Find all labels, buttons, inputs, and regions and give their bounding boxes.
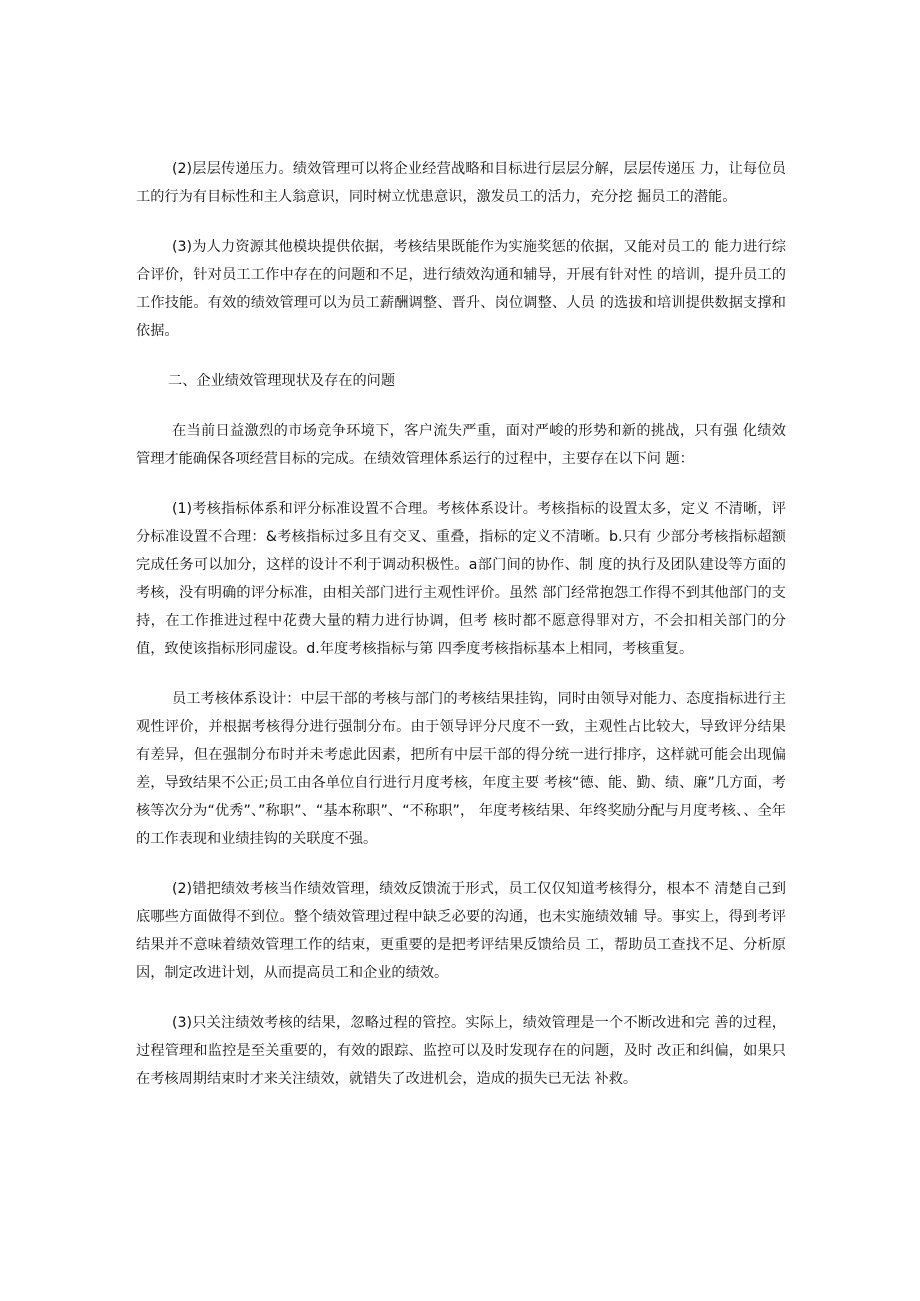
paragraph-context: 在当前日益激烈的市场竞争环境下，客户流失严重，面对严峻的形势和新的挑战，只有强 化绩效管理才能确保各项经营目标的完成。在绩效管理体系运行的过程中，主要存在以下问 题：	[136, 423, 786, 467]
paragraph-gap	[136, 853, 786, 875]
paragraph-hr-basis: (3)为人力资源其他模块提供依据，考核结果既能作为实施奖惩的依据，又能对员工的 能力进行综合评价，针对员工工作中存在的问题和不足，进行绩效沟通和辅导，开展有针对性 的培训，提升员工的工作技能。有效的绩效管理可以为员工薪酬调整、晋升、岗位调整、人员 的选拔和培训提供数据支撑和依据。	[136, 239, 786, 339]
paragraph-feedback-problem: (2)错把绩效考核当作绩效管理，绩效反馈流于形式，员工仅仅知道考核得分，根本不 清楚自己到底哪些方面做得不到位。整个绩效管理过程中缺乏必要的沟通，也未实施绩效辅 导。事实上，得到考评结果并不意味着绩效管理工作的结束，更重要的是把考评结果反馈给员 工，帮助员工查找不足、分析原因，制定改进计划，从而提高员工和企业的绩效。	[136, 881, 786, 981]
paragraph-gap	[136, 345, 786, 367]
paragraph-gap	[136, 473, 786, 495]
paragraph-gap	[136, 395, 786, 417]
section-heading: 二、企业绩效管理现状及存在的问题	[168, 373, 396, 389]
paragraph-gap	[136, 663, 786, 685]
paragraph-process-control: (3)只关注绩效考核的结果，忽略过程的管控。实际上，绩效管理是一个不断改进和完 善的过程，过程管理和监控是至关重要的，有效的跟踪、监控可以及时发现存在的问题，及时 改正和纠偏，如果只在考核周期结束时才来关注绩效，就错失了改进机会，造成的损失已无法 补救。	[136, 1015, 786, 1087]
paragraph-employee-appraisal: 员工考核体系设计：中层干部的考核与部门的考核结果挂钩，同时由领导对能力、态度指标进行主观性评价，并根据考核得分进行强制分布。由于领导评分尺度不一致，主观性占比较大，导致评分结果有差异，但在强制分布时并未考虑此因素，把所有中层干部的得分统一进行排序，这样就可能会出现偏差，导致结果不公正;员工由各单位自行进行月度考核，年度主要 考核“德、能、勤、绩、廉”几方面，考核等次分为“优秀”、”称职”、“基本称职”、“不称职”， 年度考核结果、年终奖励分配与月度考核、、全年的工作表现和业绩挂钩的关联度不强。	[136, 691, 786, 847]
paragraph-pressure-transfer: (2)层层传递压力。绩效管理可以将企业经营战略和目标进行层层分解，层层传递压 力，让每位员工的行为有目标性和主人翁意识，同时树立忧患意识，激发员工的活力，充分挖 掘员工的潜能。	[136, 161, 786, 205]
document-body	[136, 155, 786, 1093]
paragraph-indicator-problem: (1)考核指标体系和评分标准设置不合理。考核体系设计。考核指标的设置太多，定义 不清晰，评分标准设置不合理：&考核指标过多且有交叉、重叠，指标的定义不清晰。b.只有 少部分考核指标超额完成任务可以加分，这样的设计不利于调动积极性。a部门间的协作、制 度的执行及团队建设等方面的考核，没有明确的评分标准，由相关部门进行主观性评价。虽然 部门经常抱怨工作得不到其他部门的支持，在工作推进过程中花费大量的精力进行协调，但考 核时都不愿意得罪对方，不会扣相关部门的分值，致使该指标形同虚设。d.年度考核指标与第 四季度考核指标基本上相同，考核重复。	[136, 501, 786, 657]
paragraph-gap	[136, 211, 786, 233]
paragraph-gap	[136, 987, 786, 1009]
